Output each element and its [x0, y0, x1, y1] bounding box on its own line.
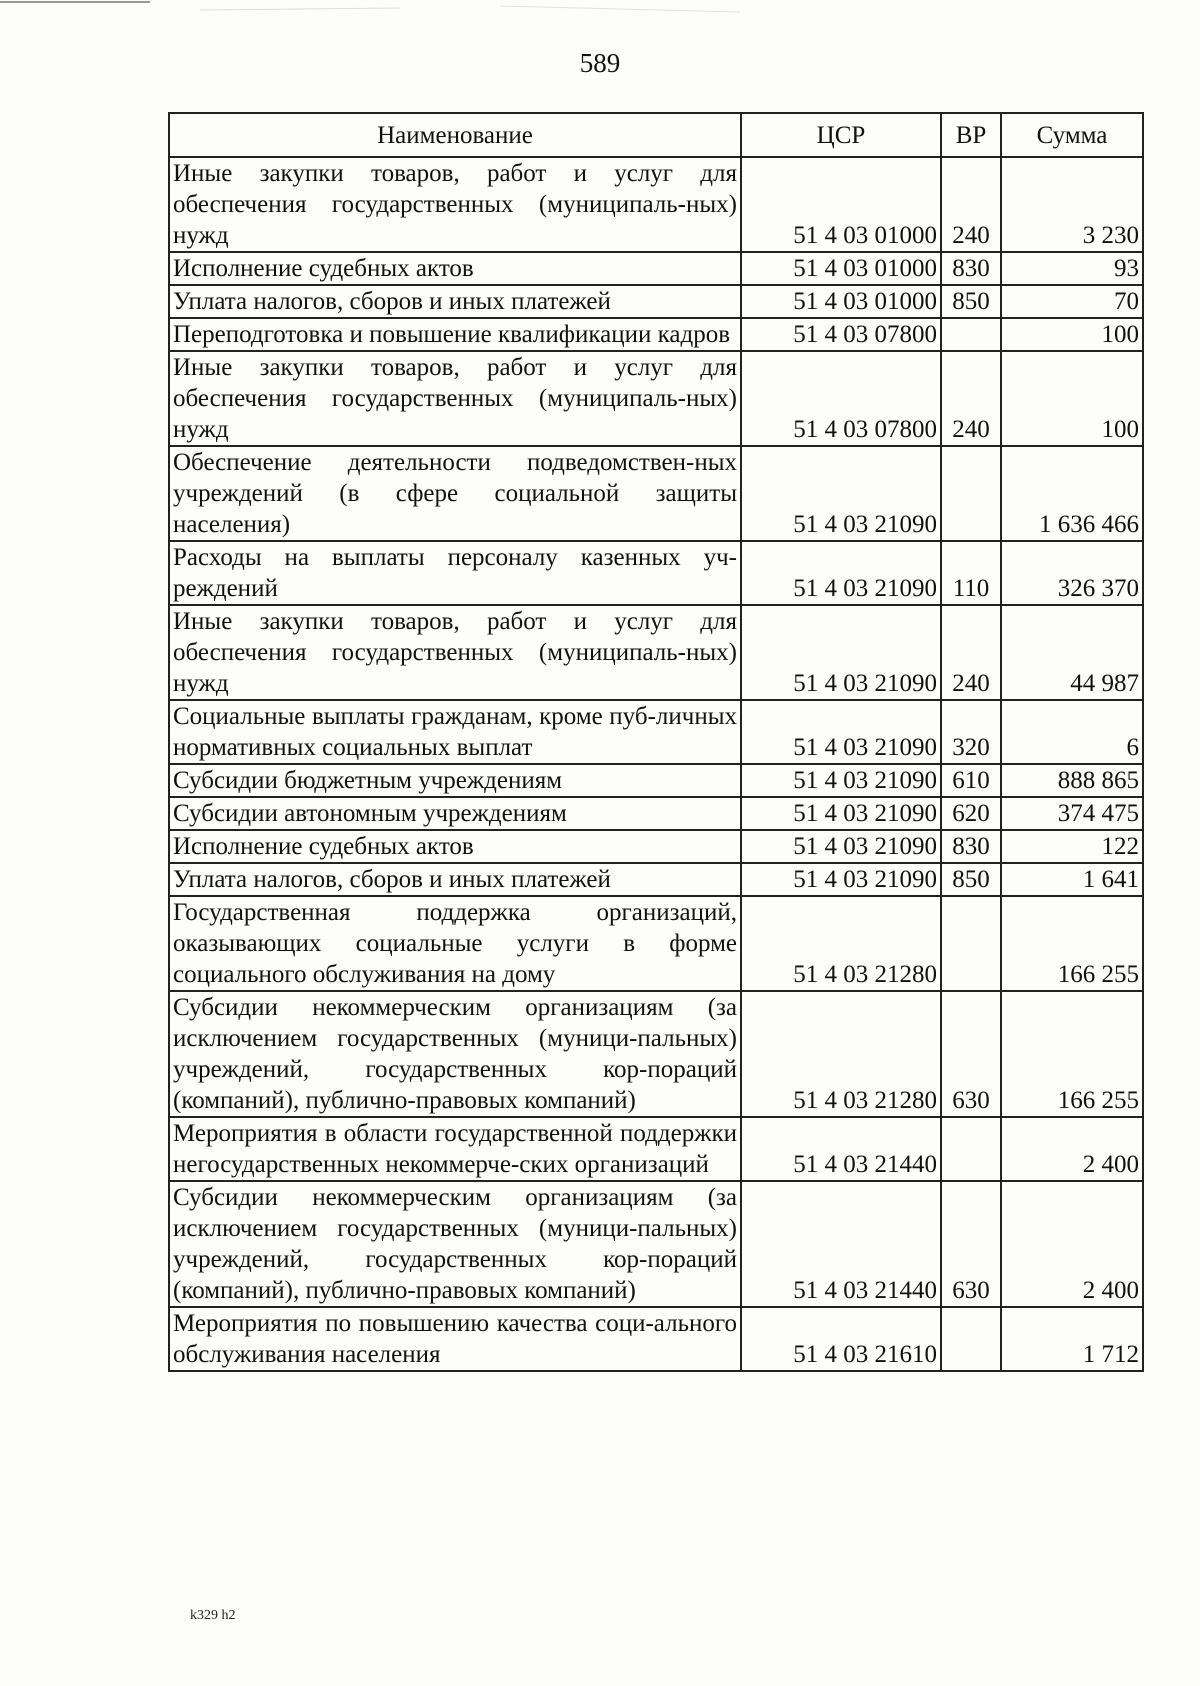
- vr-cell: [941, 318, 1001, 351]
- name-cell: Расходы на выплаты персоналу казенных уч-реждений: [169, 541, 741, 605]
- table-row: [169, 797, 1143, 830]
- name-cell: Субсидии некоммерческим организациям (за исключением государственных (муници-пальных) учреждений, государственных кор-пораций (компаний), публично-правовых компаний): [169, 991, 741, 1117]
- csr-cell: 51 4 03 21280: [741, 991, 941, 1117]
- csr-cell: 51 4 03 21090: [741, 764, 941, 797]
- table-row: [169, 252, 1143, 285]
- vr-cell: 110: [941, 541, 1001, 605]
- sum-cell: 1 641: [1001, 863, 1143, 896]
- sum-cell: 326 370: [1001, 541, 1143, 605]
- vr-cell: 850: [941, 863, 1001, 896]
- table-row: [169, 157, 1143, 252]
- table-body: [169, 157, 1143, 1371]
- vr-cell: 240: [941, 605, 1001, 700]
- scan-noise-strip: [0, 0, 1200, 30]
- table-row: [169, 446, 1143, 541]
- name-cell: Исполнение судебных актов: [169, 252, 741, 285]
- vr-cell: 610: [941, 764, 1001, 797]
- csr-cell: 51 4 03 07800: [741, 318, 941, 351]
- name-cell: Субсидии автономным учреждениям: [169, 797, 741, 830]
- sum-cell: 3 230: [1001, 157, 1143, 252]
- sum-cell: 122: [1001, 830, 1143, 863]
- budget-table: [168, 112, 1144, 1372]
- sum-cell: 888 865: [1001, 764, 1143, 797]
- sum-cell: 1 636 466: [1001, 446, 1143, 541]
- table-row: [169, 541, 1143, 605]
- table-row: [169, 863, 1143, 896]
- sum-cell: 100: [1001, 318, 1143, 351]
- name-cell: Иные закупки товаров, работ и услуг для обеспечения государственных (муниципаль-ных) нужд: [169, 157, 741, 252]
- csr-cell: 51 4 03 01000: [741, 252, 941, 285]
- sum-cell: 166 255: [1001, 896, 1143, 991]
- vr-cell: 240: [941, 351, 1001, 446]
- csr-cell: 51 4 03 21440: [741, 1181, 941, 1307]
- vr-cell: 240: [941, 157, 1001, 252]
- header-vr: ВР: [941, 113, 1001, 157]
- table-row: [169, 351, 1143, 446]
- csr-cell: 51 4 03 01000: [741, 285, 941, 318]
- sum-cell: 70: [1001, 285, 1143, 318]
- csr-cell: 51 4 03 07800: [741, 351, 941, 446]
- csr-cell: 51 4 03 21090: [741, 605, 941, 700]
- vr-cell: 850: [941, 285, 1001, 318]
- table-row: [169, 1181, 1143, 1307]
- sum-cell: 2 400: [1001, 1117, 1143, 1181]
- vr-cell: [941, 1117, 1001, 1181]
- table-row: [169, 318, 1143, 351]
- sum-cell: 2 400: [1001, 1181, 1143, 1307]
- csr-cell: 51 4 03 21440: [741, 1117, 941, 1181]
- name-cell: Мероприятия по повышению качества соци-ального обслуживания населения: [169, 1307, 741, 1371]
- table-row: [169, 991, 1143, 1117]
- vr-cell: 630: [941, 991, 1001, 1117]
- table-header-row: [169, 113, 1143, 157]
- vr-cell: 830: [941, 830, 1001, 863]
- sum-cell: 166 255: [1001, 991, 1143, 1117]
- name-cell: Уплата налогов, сборов и иных платежей: [169, 863, 741, 896]
- header-csr: ЦСР: [741, 113, 941, 157]
- name-cell: Переподготовка и повышение квалификации кадров: [169, 318, 741, 351]
- header-name: Наименование: [169, 113, 741, 157]
- vr-cell: 830: [941, 252, 1001, 285]
- sum-cell: 374 475: [1001, 797, 1143, 830]
- table-row: [169, 764, 1143, 797]
- vr-cell: [941, 446, 1001, 541]
- table-row: [169, 700, 1143, 764]
- sum-cell: 44 987: [1001, 605, 1143, 700]
- vr-cell: 620: [941, 797, 1001, 830]
- name-cell: Иные закупки товаров, работ и услуг для обеспечения государственных (муниципаль-ных) нужд: [169, 351, 741, 446]
- page-number: 589: [579, 48, 621, 78]
- csr-cell: 51 4 03 21610: [741, 1307, 941, 1371]
- table-row: [169, 1117, 1143, 1181]
- name-cell: Государственная поддержка организаций, оказывающих социальные услуги в форме социального обслуживания на дому: [169, 896, 741, 991]
- vr-cell: 320: [941, 700, 1001, 764]
- csr-cell: 51 4 03 21090: [741, 541, 941, 605]
- csr-cell: 51 4 03 21090: [741, 446, 941, 541]
- vr-cell: 630: [941, 1181, 1001, 1307]
- vr-cell: [941, 896, 1001, 991]
- csr-cell: 51 4 03 21090: [741, 863, 941, 896]
- sum-cell: 93: [1001, 252, 1143, 285]
- name-cell: Обеспечение деятельности подведомствен-ных учреждений (в сфере социальной защиты населения): [169, 446, 741, 541]
- sum-cell: 100: [1001, 351, 1143, 446]
- table-row: [169, 830, 1143, 863]
- csr-cell: 51 4 03 01000: [741, 157, 941, 252]
- name-cell: Исполнение судебных актов: [169, 830, 741, 863]
- name-cell: Иные закупки товаров, работ и услуг для обеспечения государственных (муниципаль-ных) нужд: [169, 605, 741, 700]
- csr-cell: 51 4 03 21090: [741, 700, 941, 764]
- name-cell: Мероприятия в области государственной поддержки негосударственных некоммерче-ских организаций: [169, 1117, 741, 1181]
- header-sum: Сумма: [1001, 113, 1143, 157]
- footer-code: k329 h2: [190, 1608, 236, 1623]
- table-row: [169, 605, 1143, 700]
- table-row: [169, 285, 1143, 318]
- name-cell: Социальные выплаты гражданам, кроме пуб-личных нормативных социальных выплат: [169, 700, 741, 764]
- vr-cell: [941, 1307, 1001, 1371]
- csr-cell: 51 4 03 21090: [741, 830, 941, 863]
- sum-cell: 6: [1001, 700, 1143, 764]
- csr-cell: 51 4 03 21090: [741, 797, 941, 830]
- sum-cell: 1 712: [1001, 1307, 1143, 1371]
- csr-cell: 51 4 03 21280: [741, 896, 941, 991]
- table-row: [169, 1307, 1143, 1371]
- name-cell: Уплата налогов, сборов и иных платежей: [169, 285, 741, 318]
- table-row: [169, 896, 1143, 991]
- name-cell: Субсидии некоммерческим организациям (за исключением государственных (муници-пальных) учреждений, государственных кор-пораций (компаний), публично-правовых компаний): [169, 1181, 741, 1307]
- name-cell: Субсидии бюджетным учреждениям: [169, 764, 741, 797]
